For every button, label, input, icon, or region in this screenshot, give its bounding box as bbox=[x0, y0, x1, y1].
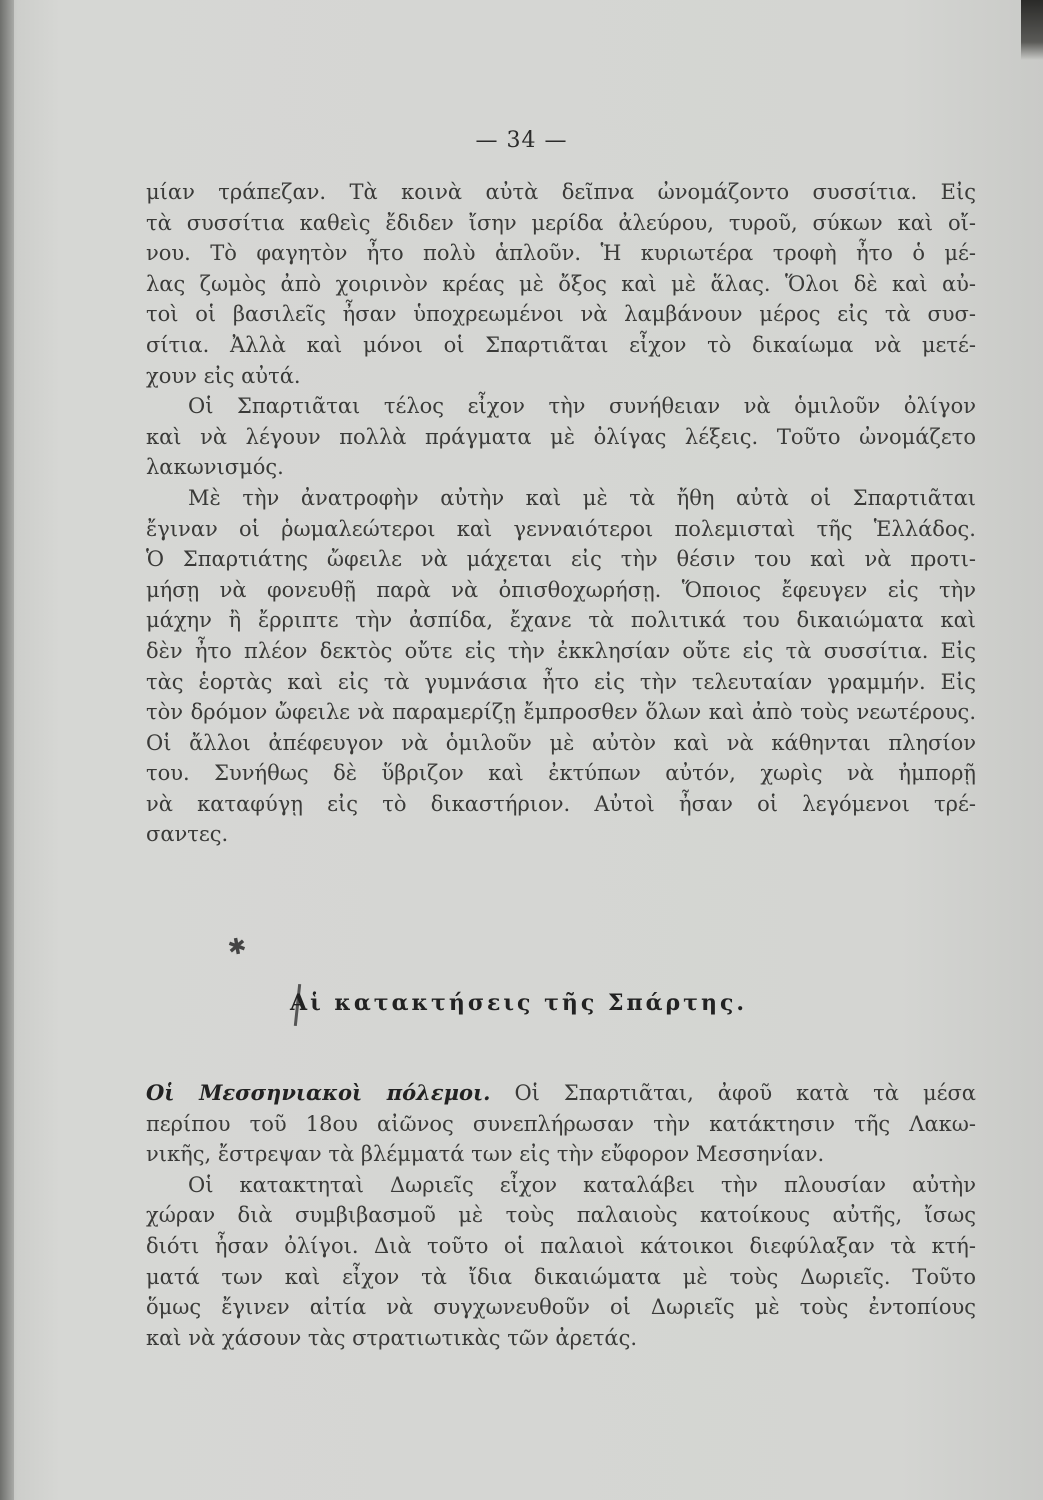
page-number: — 34 — bbox=[475, 128, 568, 153]
text-line: Ὁ Σπαρτιάτης ὤφειλε νὰ μάχεται εἰς τὴν θέσιν του καὶ νὰ προτι- bbox=[146, 547, 976, 572]
pen-mark-icon: ✱ bbox=[225, 933, 249, 962]
text-line: Οἱ ἄλλοι ἀπέφευγον νὰ ὁμιλοῦν μὲ αὐτὸν καὶ νὰ κάθηνται πλησίον bbox=[146, 730, 976, 755]
text-line: τοὶ οἱ βασιλεῖς ἦσαν ὑποχρεωμένοι νὰ λαμβάνουν μέρος εἰς τὰ συσ- bbox=[146, 302, 976, 327]
text-line: τὸν δρόμον ὤφειλε νὰ παραμερίζῃ ἔμπροσθεν ὅλων καὶ ἀπὸ τοὺς νεωτέρους. bbox=[146, 700, 976, 725]
text-line: διότι ἦσαν ὀλίγοι. Διὰ τοῦτο οἱ παλαιοὶ κάτοικοι διεφύλαξαν τὰ κτή- bbox=[146, 1233, 976, 1258]
text-line: λακωνισμός. bbox=[146, 455, 284, 480]
text-line: τὰς ἑορτὰς καὶ εἰς τὰ γυμνάσια ἦτο εἰς τὴν τελευταίαν γραμμήν. Εἰς bbox=[146, 669, 976, 694]
text-line: τὰ συσσίτια καθεὶς ἔδιδεν ἴσην μερίδα ἀλεύρου, τυροῦ, σύκων καὶ οἴ- bbox=[146, 210, 976, 235]
text-line: ματά των καὶ εἶχον τὰ ἴδια δικαιώματα μὲ τοὺς Δωριεῖς. Τοῦτο bbox=[146, 1264, 976, 1289]
text-line: σαντες. bbox=[146, 822, 229, 847]
book-binding-edge bbox=[0, 0, 14, 1500]
text-line: μάχην ἢ ἔρριπτε τὴν ἀσπίδα, ἔχανε τὰ πολιτικά του δικαιώματα καὶ bbox=[146, 608, 976, 633]
text-block-bottom bbox=[146, 1078, 976, 1353]
text-line: Οἱ κατακτηταὶ Δωριεῖς εἶχον καταλάβει τὴν πλουσίαν αὐτὴν bbox=[188, 1172, 976, 1197]
text-line: Οἱ Σπαρτιᾶται τέλος εἶχον τὴν συνήθειαν νὰ ὁμιλοῦν ὀλίγον bbox=[188, 394, 976, 419]
text-line: του. Συνήθως δὲ ὕβριζον καὶ ἐκτύπων αὐτόν, χωρὶς νὰ ἠμπορῇ bbox=[146, 761, 976, 786]
text-line: χώραν διὰ συμβιβασμοῦ μὲ τοὺς παλαιοὺς κατοίκους αὐτῆς, ἴσως bbox=[146, 1203, 976, 1228]
text-line: μήσῃ νὰ φονευθῇ παρὰ νὰ ὀπισθοχωρήσῃ. Ὅποιος ἔφευγεν εἰς τὴν bbox=[146, 577, 976, 602]
text-line: χουν εἰς αὐτά. bbox=[146, 363, 301, 388]
text-line: ὅμως ἔγινεν αἰτία νὰ συγχωνευθοῦν οἱ Δωριεῖς μὲ τοὺς ἐντοπίους bbox=[146, 1295, 976, 1320]
text-line: μίαν τράπεζαν. Τὰ κοινὰ αὐτὰ δεῖπνα ὠνομάζοντο συσσίτια. Εἰς bbox=[146, 180, 976, 204]
text-run: Οἱ Σπαρτιᾶται, ἀφοῦ κατὰ τὰ μέσα bbox=[514, 1081, 976, 1105]
text-line: νου. Τὸ φαγητὸν ἦτο πολὺ ἁπλοῦν. Ἡ κυριωτέρα τροφὴ ἦτο ὁ μέ- bbox=[146, 241, 976, 266]
text-line bbox=[146, 1078, 976, 1109]
page-corner-shadow bbox=[1021, 0, 1043, 60]
section-heading: Αἱ κατακτήσεις τῆς Σπάρτης. bbox=[290, 990, 748, 1016]
text-line: Μὲ τὴν ἀνατροφὴν αὐτὴν καὶ μὲ τὰ ἤθη αὐτὰ οἱ Σπαρτιᾶται bbox=[188, 485, 976, 510]
text-line: νὰ καταφύγῃ εἰς τὸ δικαστήριον. Αὐτοὶ ἦσαν οἱ λεγόμενοι τρέ- bbox=[146, 791, 976, 816]
text-line: νικῆς, ἔστρεψαν τὰ βλέμματά των εἰς τὴν εὔφορον Μεσσηνίαν. bbox=[146, 1142, 825, 1167]
text-line: λας ζωμὸς ἀπὸ χοιρινὸν κρέας μὲ ὄξος καὶ μὲ ἅλας. Ὅλοι δὲ καὶ αὐ- bbox=[146, 271, 976, 296]
text-line: δὲν ἦτο πλέον δεκτὸς οὔτε εἰς τὴν ἐκκλησίαν οὔτε εἰς τὰ συσσίτια. Εἰς bbox=[146, 638, 976, 663]
text-block-top bbox=[146, 177, 976, 850]
text-line: περίπου τοῦ 18ου αἰῶνος συνεπλήρωσαν τὴν κατάκτησιν τῆς Λακω- bbox=[146, 1111, 976, 1136]
text-line: σίτια. Ἀλλὰ καὶ μόνοι οἱ Σπαρτιᾶται εἶχον τὸ δικαίωμα νὰ μετέ- bbox=[146, 332, 976, 357]
subsection-title: Οἱ Μεσσηνιακοὶ πόλεμοι. bbox=[146, 1080, 491, 1105]
text-line: καὶ νὰ λέγουν πολλὰ πράγματα μὲ ὀλίγας λέξεις. Τοῦτο ὠνομάζετο bbox=[146, 424, 976, 449]
text-line: καὶ νὰ χάσουν τὰς στρατιωτικὰς τῶν ἀρετάς. bbox=[146, 1325, 638, 1350]
text-line: ἔγιναν οἱ ῥωμαλεώτεροι καὶ γενναιότεροι πολεμισταὶ τῆς Ἑλλάδος. bbox=[146, 516, 976, 541]
